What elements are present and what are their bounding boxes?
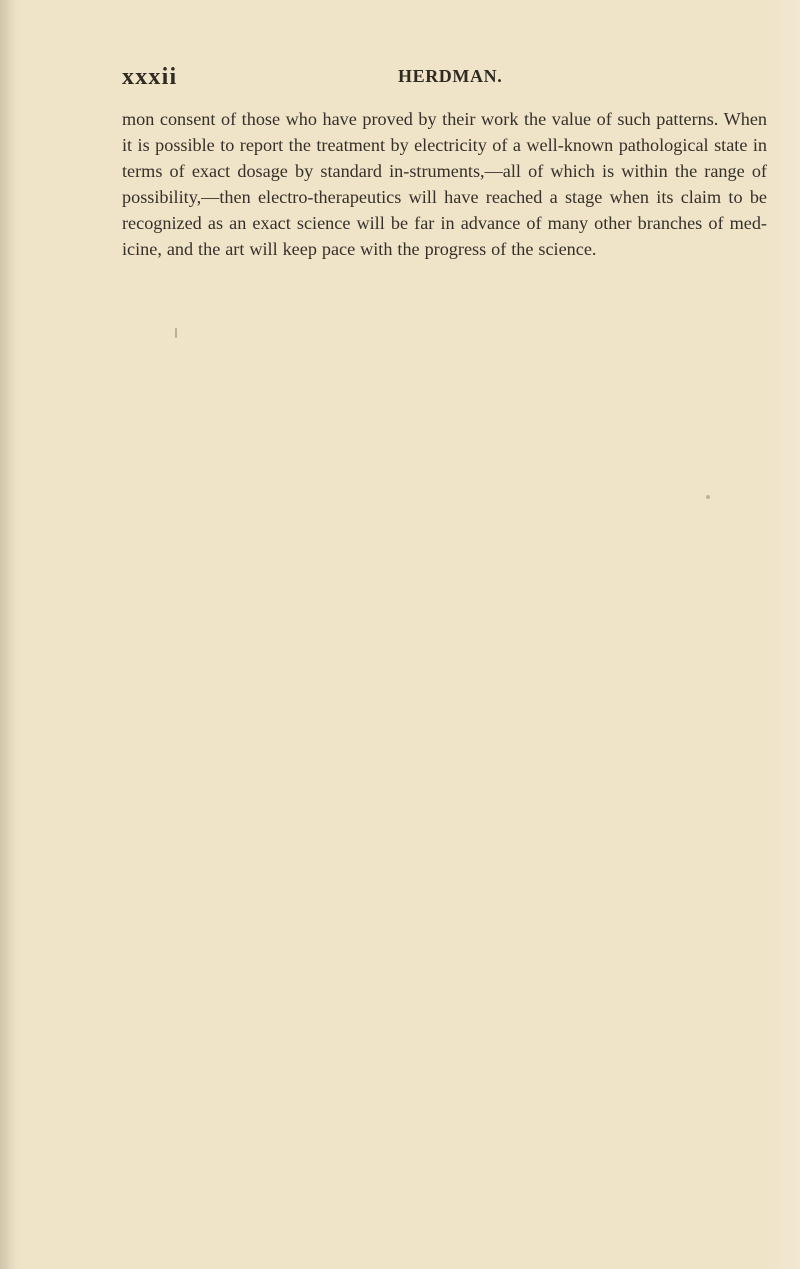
paragraph: mon consent of those who have proved by their work the value of such patterns. When it is possible to report the treatment by electricity of a well-known pathological state in terms of exact dosage by standard in-struments,—all of which is within the range of possibility,—then electro-therapeutics will have reached a stage when its claim to be recognized as an exact science will be far in advance of many other branches of med-icine, and the art will keep pace with the progress of the science. [122, 109, 767, 259]
body-text [122, 106, 767, 262]
paper-speck [175, 328, 177, 338]
paper-speck [706, 495, 710, 499]
page-number: xxxii [122, 64, 178, 90]
page-header [122, 64, 682, 94]
page-gutter-shadow [0, 0, 16, 1269]
running-head: HERDMAN. [398, 66, 503, 86]
